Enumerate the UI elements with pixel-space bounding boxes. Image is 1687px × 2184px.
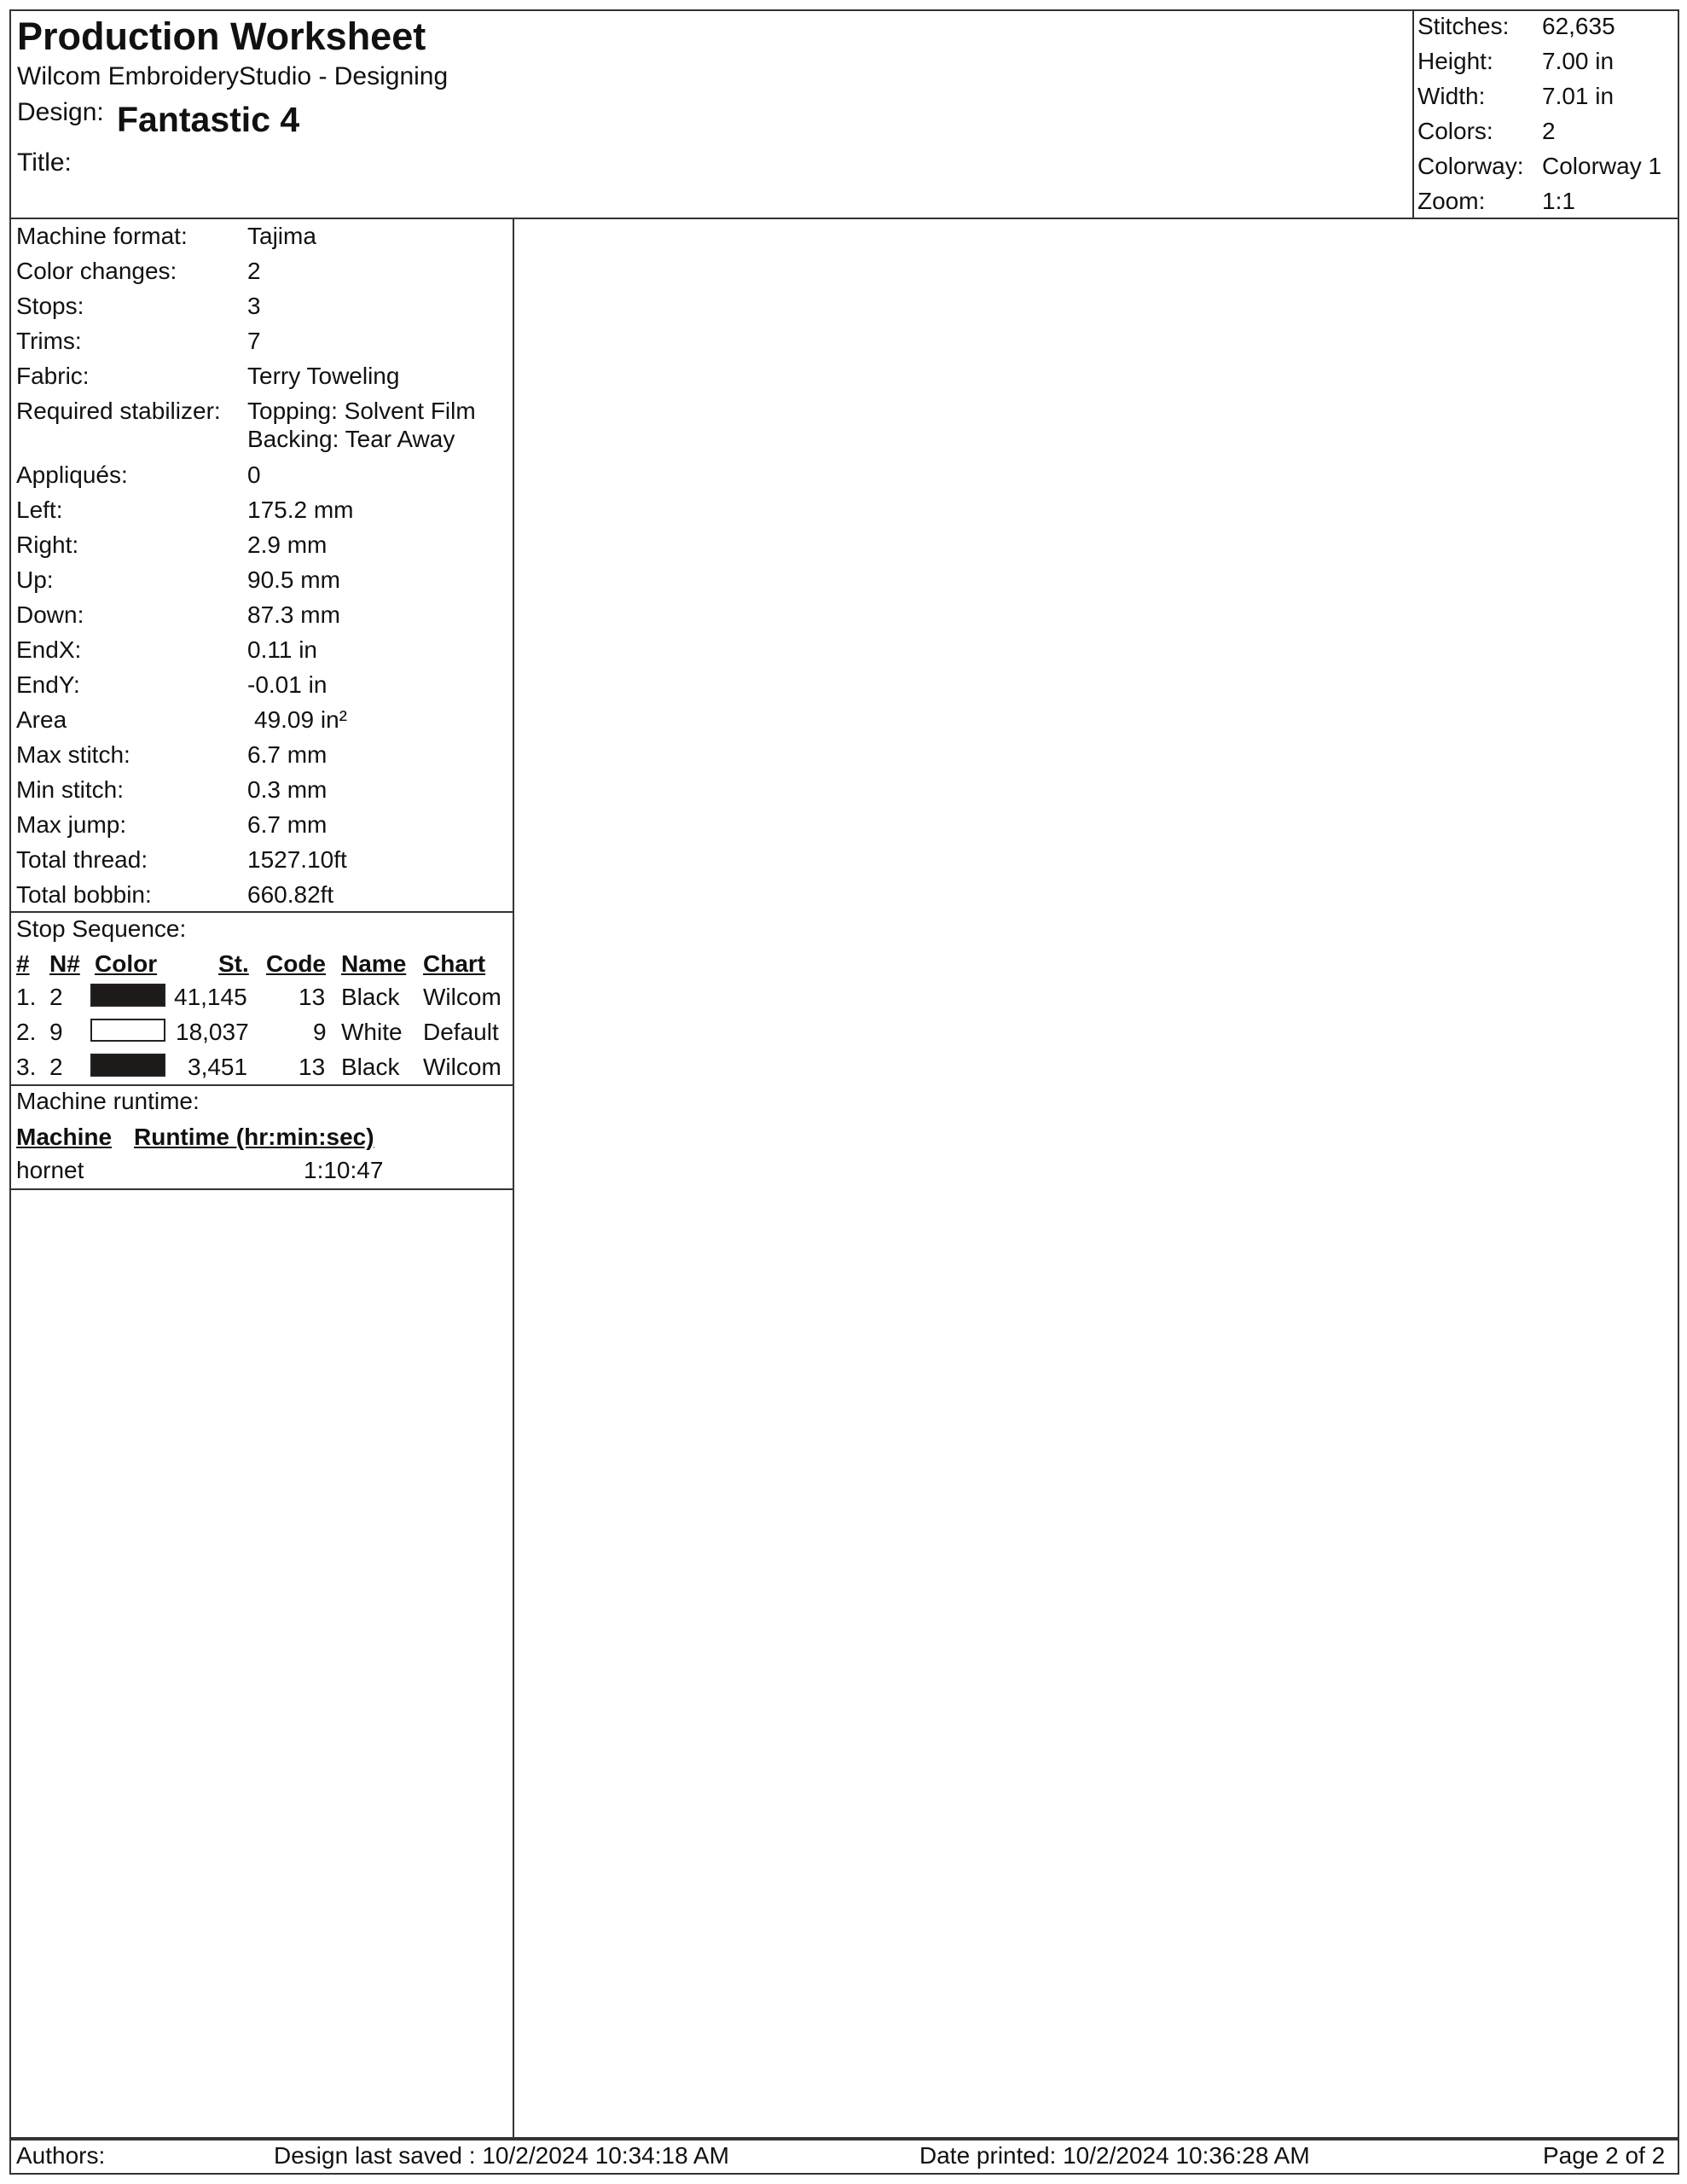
detail-value: -0.01 in — [247, 671, 328, 698]
summary-label: Zoom: — [1417, 188, 1486, 214]
col-header-chart: Chart — [423, 950, 486, 977]
stop-row-name: Black — [341, 984, 400, 1010]
detail-value: 87.3 mm — [247, 601, 340, 628]
page-title: Production Worksheet — [17, 15, 426, 58]
stop-row-number: 2. — [16, 1019, 37, 1045]
detail-label: Color changes: — [16, 258, 177, 284]
col-header-stitches: St. — [218, 950, 249, 977]
detail-label: Right: — [16, 531, 79, 558]
stop-row-stitches: 18,037 — [176, 1019, 249, 1045]
stop-row-needle: 2 — [49, 1054, 63, 1080]
detail-value: 0 — [247, 462, 261, 488]
footer-page-number: Page 2 of 2 — [1543, 2142, 1666, 2169]
stop-row-chart: Wilcom — [423, 984, 501, 1010]
color-swatch — [90, 984, 165, 1007]
design-name: Fantastic 4 — [117, 100, 300, 139]
detail-value: Tajima — [247, 223, 316, 249]
col-header-needle: N# — [49, 950, 80, 977]
stop-row-name: Black — [341, 1054, 400, 1080]
stop-row-code: 13 — [299, 984, 326, 1010]
detail-label: Trims: — [16, 328, 82, 354]
detail-value: 0.11 in — [247, 636, 317, 663]
software-name: Wilcom EmbroideryStudio - Designing — [17, 62, 449, 90]
summary-value: 7.00 in — [1542, 48, 1615, 74]
footer-date-printed: Date printed: 10/2/2024 10:36:28 AM — [919, 2142, 1310, 2169]
detail-value: 2 — [247, 258, 261, 284]
detail-value: 7 — [247, 328, 261, 354]
summary-value: 7.01 in — [1542, 83, 1615, 109]
detail-label: Stops: — [16, 293, 84, 319]
stop-row-chart: Default — [423, 1019, 499, 1045]
detail-value: 175.2 mm — [247, 497, 354, 523]
col-header-number: # — [16, 950, 30, 977]
detail-value-2: Backing: Tear Away — [247, 426, 455, 452]
stop-row-stitches: 3,451 — [188, 1054, 248, 1080]
summary-label: Width: — [1417, 83, 1486, 109]
detail-value: 1527.10ft — [247, 846, 347, 873]
design-preview-area — [513, 219, 1679, 2139]
detail-value: 90.5 mm — [247, 566, 340, 593]
detail-label: Fabric: — [16, 363, 90, 389]
stop-row-needle: 2 — [49, 984, 63, 1010]
stop-row-code: 13 — [299, 1054, 326, 1080]
section-divider — [9, 1188, 514, 1190]
detail-label: Left: — [16, 497, 63, 523]
stop-sequence-label: Stop Sequence: — [16, 915, 187, 942]
runtime-machine: hornet — [16, 1157, 84, 1183]
detail-label: EndX: — [16, 636, 82, 663]
summary-value: Colorway 1 — [1542, 153, 1662, 179]
detail-label: Required stabilizer: — [16, 398, 221, 424]
summary-value: 2 — [1542, 118, 1556, 144]
detail-label: Appliqués: — [16, 462, 128, 488]
color-swatch — [90, 1054, 165, 1077]
stop-row-code: 9 — [313, 1019, 327, 1045]
detail-value: 6.7 mm — [247, 811, 328, 838]
detail-label: Area — [16, 706, 67, 733]
detail-label: Total bobbin: — [16, 881, 152, 908]
col-header-runtime: Runtime (hr:min:sec) — [134, 1124, 374, 1150]
stop-row-chart: Wilcom — [423, 1054, 501, 1080]
footer-last-saved: Design last saved : 10/2/2024 10:34:18 AM — [274, 2142, 729, 2169]
detail-value: Topping: Solvent Film — [247, 398, 476, 424]
runtime-value: 1:10:47 — [304, 1157, 384, 1183]
detail-value: 0.3 mm — [247, 776, 328, 803]
section-divider — [9, 911, 514, 913]
summary-label: Stitches: — [1417, 13, 1510, 39]
detail-label: Up: — [16, 566, 54, 593]
stop-row-name: White — [341, 1019, 403, 1045]
stop-row-needle: 9 — [49, 1019, 63, 1045]
summary-label: Colors: — [1417, 118, 1493, 144]
section-divider — [9, 1084, 514, 1086]
col-header-machine: Machine — [16, 1124, 113, 1150]
footer-box — [9, 2139, 1679, 2175]
detail-value: 3 — [247, 293, 261, 319]
detail-label: Total thread: — [16, 846, 148, 873]
summary-label: Height: — [1417, 48, 1493, 74]
color-swatch — [90, 1019, 165, 1042]
detail-label: Max stitch: — [16, 741, 130, 768]
detail-label: Down: — [16, 601, 84, 628]
stop-row-stitches: 41,145 — [174, 984, 247, 1010]
summary-label: Colorway: — [1417, 153, 1524, 179]
stop-row-number: 3. — [16, 1054, 37, 1080]
title-label: Title: — [17, 148, 72, 177]
detail-label: Min stitch: — [16, 776, 125, 803]
runtime-label: Machine runtime: — [16, 1088, 200, 1114]
summary-value: 62,635 — [1542, 13, 1615, 39]
detail-value: 660.82ft — [247, 881, 334, 908]
design-label: Design: — [17, 98, 104, 126]
col-header-name: Name — [341, 950, 407, 977]
detail-value: 6.7 mm — [247, 741, 328, 768]
summary-value: 1:1 — [1542, 188, 1575, 214]
detail-label: EndY: — [16, 671, 80, 698]
detail-value: Terry Toweling — [247, 363, 400, 389]
footer-authors: Authors: — [16, 2142, 106, 2169]
detail-label: Machine format: — [16, 223, 188, 249]
col-header-color: Color — [95, 950, 158, 977]
detail-label: Max jump: — [16, 811, 127, 838]
detail-value: 2.9 mm — [247, 531, 328, 558]
stop-row-number: 1. — [16, 984, 37, 1010]
detail-value: 49.09 in² — [254, 706, 347, 733]
col-header-code: Code — [266, 950, 326, 977]
